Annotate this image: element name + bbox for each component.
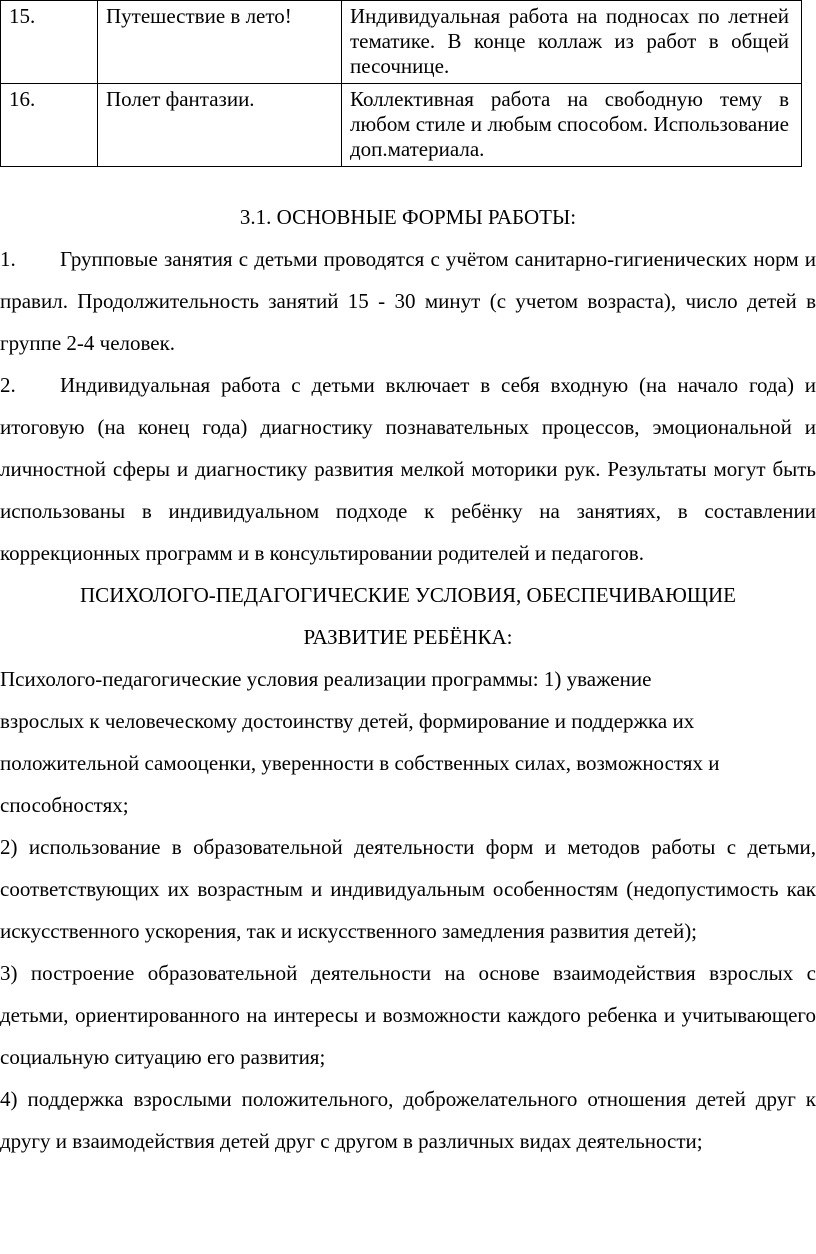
list-text: Индивидуальная работа с детьми включает в себя входную (на начало года) и итоговую (на конец года) диагностику познавательных процессов, эмоциональной и личностной сферы и диагностику развития мелкой моторики рук. Результаты могут быть использованы в индивидуальном подходе к ребёнку на занятиях, в составлении коррекционных программ и в консультировании родителей и педагогов. xyxy=(0,373,816,565)
condition-item: 2) использование в образовательной деятельности форм и методов работы с детьми, соответствующих их возрастным и индивидуальным особенностям (недопустимость как искусственного ускорения, так и искусственного замедления развития детей); xyxy=(0,835,816,943)
row-description: Индивидуальная работа на подносах по летней тематике. В конце коллаж из работ в общей песочнице. xyxy=(342,1,802,84)
intro-line: Психолого-педагогические условия реализации программы: 1) уважение xyxy=(0,667,652,691)
row-title: Путешествие в лето! xyxy=(98,1,342,84)
list-item xyxy=(0,238,816,364)
program-table xyxy=(0,0,802,167)
intro-line: способностях; xyxy=(0,793,129,817)
row-description: Коллективная работа на свободную тему в любом стиле и любым способом. Использование доп.материала. xyxy=(342,84,802,167)
intro-line: взрослых к человеческому достоинству детей, формирование и поддержка их xyxy=(0,709,695,733)
body-text xyxy=(0,196,816,1162)
row-number: 16. xyxy=(1,84,98,167)
table-row xyxy=(1,1,802,84)
list-text: Групповые занятия с детьми проводятся с учётом санитарно-гигиенических норм и правил. Продолжительность занятий 15 - 30 минут (с учетом возраста), число детей в группе 2-4 человек. xyxy=(0,247,816,355)
list-number: 2. xyxy=(0,373,16,397)
condition-item: 4) поддержка взрослыми положительного, доброжелательного отношения детей друг к другу и взаимодействия детей друг с другом в различных видах деятельности; xyxy=(0,1087,816,1153)
list-item xyxy=(0,364,816,574)
row-number: 15. xyxy=(1,1,98,84)
section-heading-line-2: РАЗВИТИЕ РЕБЁНКА: xyxy=(303,625,513,649)
section-heading: 3.1. ОСНОВНЫЕ ФОРМЫ РАБОТЫ: xyxy=(239,205,577,229)
row-title: Полет фантазии. xyxy=(98,84,342,167)
intro-line: положительной самооценки, уверенности в собственных силах, возможностях и xyxy=(0,751,720,775)
table-row xyxy=(1,84,802,167)
condition-item: 3) построение образовательной деятельности на основе взаимодействия взрослых с детьми, ориентированного на интересы и возможности каждого ребенка и учитывающего социальную ситуацию его развития; xyxy=(0,961,816,1069)
section-heading-line-1: ПСИХОЛОГО-ПЕДАГОГИЧЕСКИЕ УСЛОВИЯ, ОБЕСПЕЧИВАЮЩИЕ xyxy=(80,583,736,607)
list-number: 1. xyxy=(0,247,16,271)
